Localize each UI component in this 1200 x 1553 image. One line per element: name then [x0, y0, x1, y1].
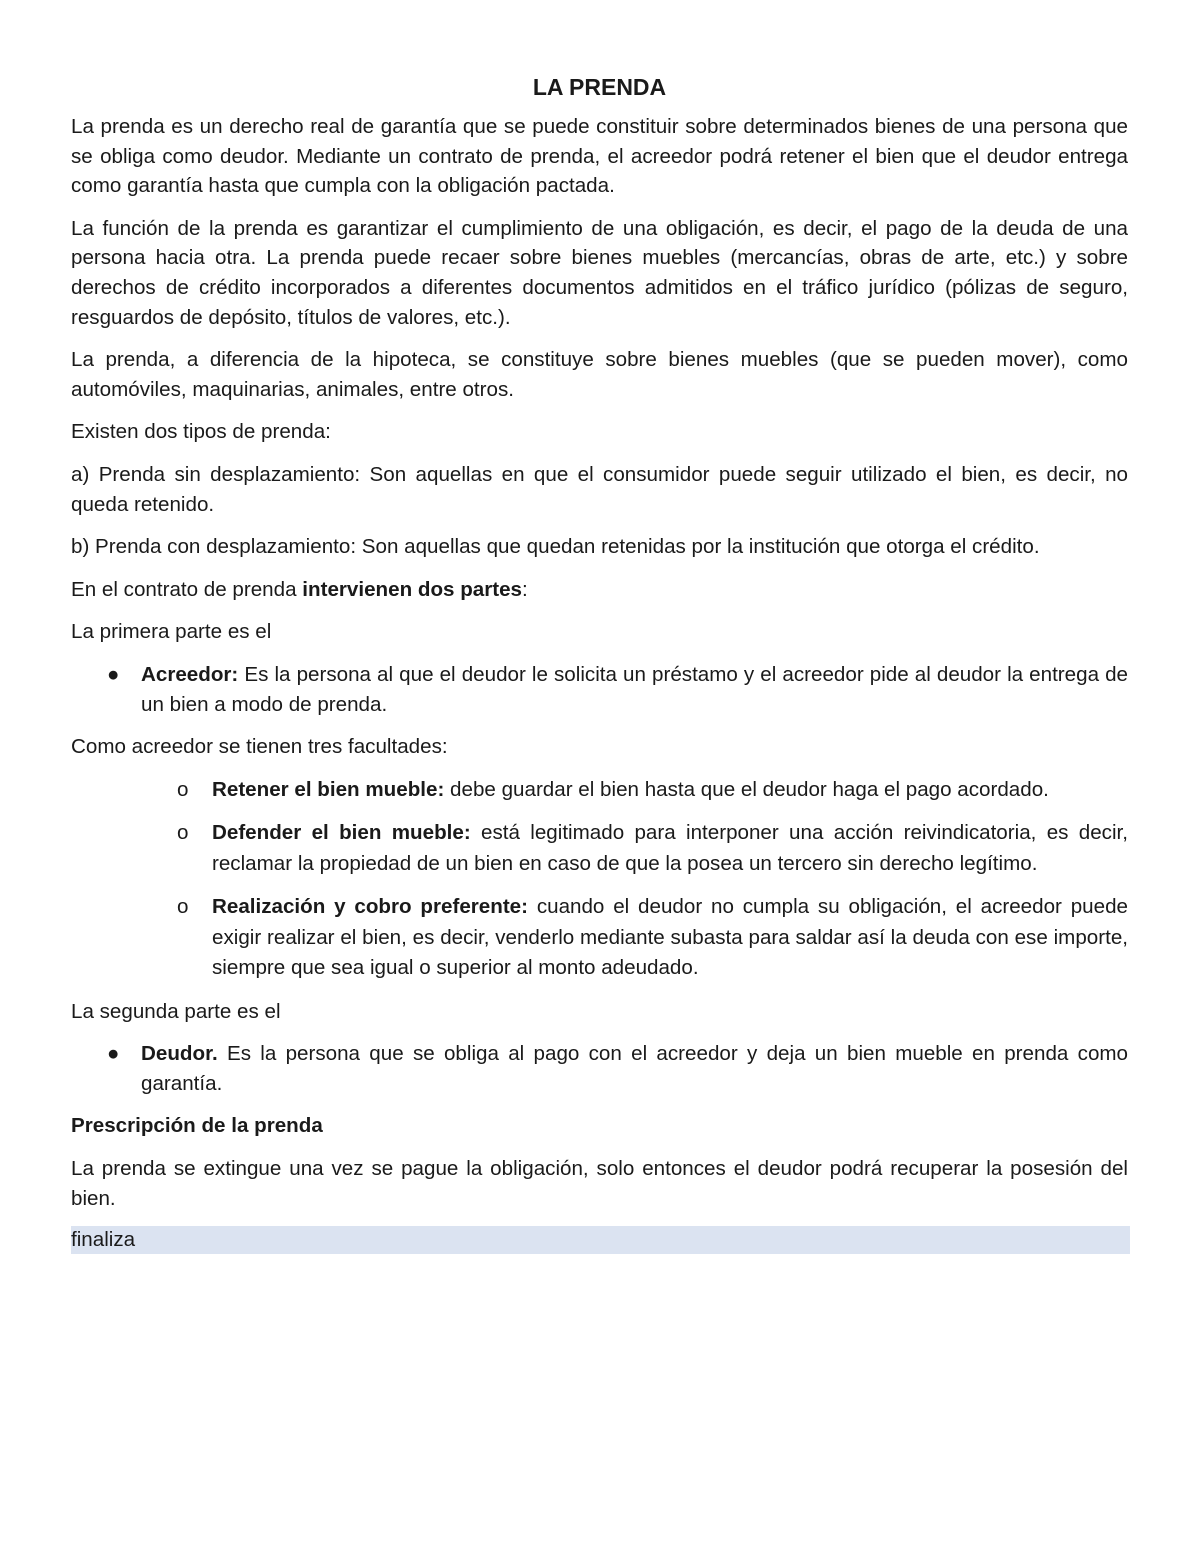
- highlighted-line: finaliza: [71, 1226, 1130, 1254]
- section-heading-prescripcion: Prescripción de la prenda: [71, 1114, 323, 1138]
- document-body: [71, 70, 1128, 1254]
- list-item-deudor: [71, 1039, 1128, 1098]
- paragraph-definition: La prenda es un derecho real de garantía que se puede constituir sobre determinados bienes de una persona que se obliga como deudor. Mediante un contrato de prenda, el acreedor podrá retener el bien que el deudor entrega como garantía hasta que cumpla con la obligación pactada.: [71, 115, 1128, 198]
- faculty-label: Defender el bien mueble:: [212, 821, 471, 845]
- faculty-text: debe guardar el bien hasta que el deudor haga el pago acordado.: [444, 777, 1049, 801]
- list-item-faculty: [71, 775, 1128, 806]
- paragraph-function: La función de la prenda es garantizar el cumplimiento de una obligación, es decir, el pago de la deuda de una persona hacia otra. La prenda puede recaer sobre bienes muebles (mercancías, obras de arte, etc.) y sobre derechos de crédito incorporados a diferentes documentos admitidos en el tráfico jurídico (pólizas de seguro, resguardos de depósito, títulos de valores, etc.).: [71, 216, 1128, 329]
- faculty-text: está legitimado para interponer una acción reivindicatoria, es decir, reclamar la propiedad de un bien en caso de que la posea un tercero sin derecho legítimo.: [212, 821, 1128, 875]
- parties-text-bold: intervienen dos partes: [302, 577, 523, 601]
- paragraph-parties: [71, 575, 1128, 605]
- parties-text-pre: En el contrato de prenda: [71, 577, 303, 601]
- list-item-faculty: [71, 892, 1128, 984]
- acreedor-label: Acreedor:: [141, 662, 239, 686]
- deudor-label: Deudor.: [141, 1042, 218, 1066]
- acreedor-text: Es la persona al que el deudor le solicita un préstamo y el acreedor pide al deudor la entrega de un bien a modo de prenda.: [141, 662, 1128, 716]
- document-title: LA PRENDA: [532, 74, 667, 100]
- paragraph-type-a: a) Prenda sin desplazamiento: Son aquellas en que el consumidor puede seguir utilizado el bien, es decir, no queda retenido.: [71, 462, 1128, 516]
- paragraph-second-party: La segunda parte es el: [71, 999, 281, 1023]
- bullet-marker: ●: [107, 1042, 120, 1066]
- bullet-marker: ●: [107, 662, 120, 686]
- paragraph-first-party: La primera parte es el: [71, 620, 272, 644]
- parties-text-post: :: [522, 577, 528, 601]
- paragraph-faculties-intro: Como acreedor se tienen tres facultades:: [71, 735, 448, 759]
- list-item-acreedor: [71, 660, 1128, 719]
- sub-bullet-marker: o: [177, 895, 189, 919]
- deudor-text: Es la persona que se obliga al pago con el acreedor y deja un bien mueble en prenda como garantía.: [141, 1042, 1128, 1095]
- sub-bullet-marker: o: [177, 821, 189, 845]
- faculty-text: cuando el deudor no cumpla su obligación, el acreedor puede exigir realizar el bien, es decir, venderlo mediante subasta para saldar así la deuda con ese importe, siempre que sea igual o superior al monto adeudado.: [212, 895, 1128, 980]
- faculty-label: Realización y cobro preferente:: [212, 895, 528, 919]
- sub-bullet-marker: o: [177, 777, 189, 801]
- paragraph-type-b: b) Prenda con desplazamiento: Son aquellas que quedan retenidas por la institución que otorga el crédito.: [71, 535, 1040, 559]
- paragraph-prescripcion: La prenda se extingue una vez se pague la obligación, solo entonces el deudor podrá recuperar la posesión del bien.: [71, 1157, 1128, 1210]
- list-item-faculty: [71, 818, 1128, 879]
- paragraph-types-intro: Existen dos tipos de prenda:: [71, 420, 331, 444]
- paragraph-difference: La prenda, a diferencia de la hipoteca, se constituye sobre bienes muebles (que se pueden mover), como automóviles, maquinarias, animales, entre otros.: [71, 348, 1128, 401]
- faculty-label: Retener el bien mueble:: [212, 777, 445, 801]
